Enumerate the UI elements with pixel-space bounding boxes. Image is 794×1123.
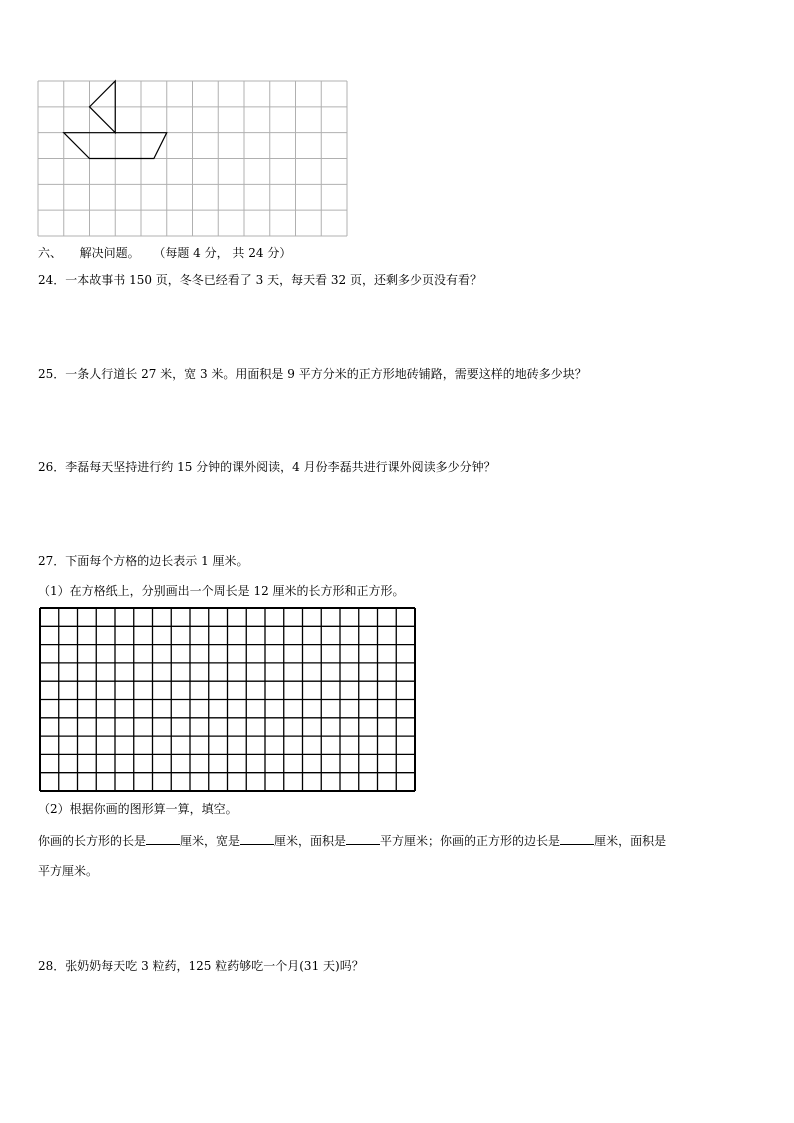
question-27-fill-line-2 <box>38 863 98 879</box>
top-grid-with-sailboat <box>38 81 348 237</box>
blank-rect-width[interactable] <box>240 832 274 845</box>
question-27-part2: （2）根据你画的图形算一算，填空。 <box>38 802 238 816</box>
question-27-fill-line <box>38 832 666 849</box>
fill-text-4: 平方厘米；你画的正方形的边长是 <box>380 834 561 848</box>
question-27-part1: （1）在方格纸上，分别画出一个周长是 12 厘米的长方形和正方形。 <box>38 584 405 598</box>
fill-text-5: 厘米，面积是 <box>594 834 667 848</box>
question-28: 28．张奶奶每天吃 3 粒药，125 粒药够吃一个月(31 天)吗？ <box>38 959 364 973</box>
section-number: 六、 <box>38 246 63 260</box>
answer-grid[interactable] <box>40 608 416 792</box>
fill-text-3: 厘米，面积是 <box>274 834 347 848</box>
fill-text-2: 厘米，宽是 <box>180 834 241 848</box>
section-title: 解决问题。 <box>79 246 140 260</box>
question-27-intro: 27．下面每个方格的边长表示 1 厘米。 <box>38 554 249 568</box>
section-score-note: （每题 4 分， 共 24 分） <box>153 246 292 260</box>
blank-square-side[interactable] <box>560 832 594 845</box>
blank-rect-area[interactable] <box>346 832 380 845</box>
fill-text-1: 你画的长方形的长是 <box>38 834 147 848</box>
question-25: 25．一条人行道长 27 米，宽 3 米。用面积是 9 平方分米的正方形地砖铺路，需要这样的地砖多少块？ <box>38 367 587 381</box>
question-24: 24．一本故事书 150 页，冬冬已经看了 3 天，每天看 32 页，还剩多少页没有看？ <box>38 273 482 287</box>
fill-text-6: 平方厘米。 <box>38 864 99 878</box>
section-heading <box>38 245 291 261</box>
question-26: 26．李磊每天坚持进行约 15 分钟的课外阅读，4 月份李磊共进行课外阅读多少分钟？ <box>38 460 496 474</box>
blank-rect-length[interactable] <box>146 832 180 845</box>
